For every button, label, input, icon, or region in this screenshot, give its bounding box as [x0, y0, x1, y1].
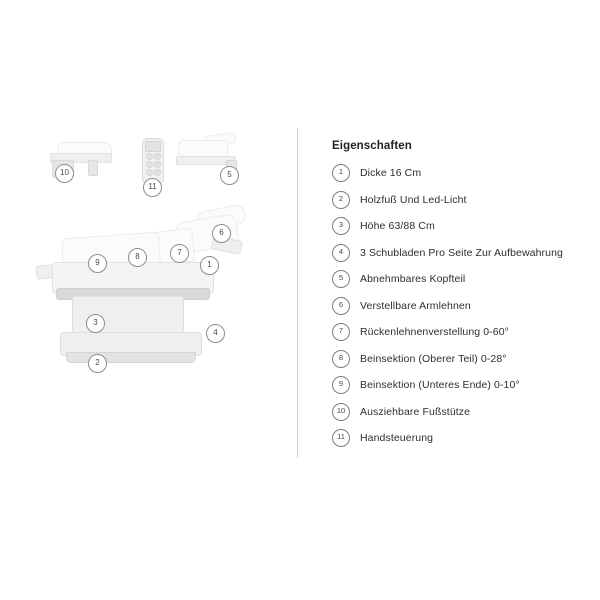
feature-number-badge: 4 — [332, 244, 350, 262]
feature-number-badge: 7 — [332, 323, 350, 341]
feature-number-badge: 11 — [332, 429, 350, 447]
feature-item — [332, 244, 590, 262]
hand-control-button-shape — [146, 153, 153, 160]
feature-label: 3 Schubladen Pro Seite Zur Aufbewahrung — [360, 246, 563, 259]
feature-number-badge: 8 — [332, 350, 350, 368]
feature-item — [332, 191, 590, 209]
callout-marker: 1 — [200, 256, 219, 275]
callout-marker: 7 — [170, 244, 189, 263]
footrest-leg-shape — [88, 160, 98, 176]
callout-marker: 6 — [212, 224, 231, 243]
feature-label: Dicke 16 Cm — [360, 167, 422, 179]
feature-item — [332, 376, 590, 394]
callout-marker: 8 — [128, 248, 147, 267]
feature-number-badge: 10 — [332, 403, 350, 421]
hand-control-screen-shape — [145, 141, 161, 152]
feature-label: Beinsektion (Oberer Teil) 0-28° — [360, 352, 507, 365]
feature-label: Höhe 63/88 Cm — [360, 220, 435, 232]
feature-label: Rückenlehnenverstellung 0-60° — [360, 326, 509, 338]
feature-item — [332, 350, 590, 368]
callout-marker: 4 — [206, 324, 225, 343]
feature-label: Beinsektion (Unteres Ende) 0-10° — [360, 379, 520, 391]
hand-control-button-shape — [154, 169, 161, 176]
callout-marker: 3 — [86, 314, 105, 333]
feature-label: Verstellbare Armlehnen — [360, 299, 471, 312]
feature-label: Ausziehbare Fußstütze — [360, 405, 471, 418]
feature-number-badge: 2 — [332, 191, 350, 209]
callout-marker: 9 — [88, 254, 107, 273]
feature-number-badge: 5 — [332, 270, 350, 288]
feature-label: Holzfuß Und Led-Licht — [360, 193, 467, 206]
hand-control-button-shape — [146, 161, 153, 168]
feature-number-badge: 6 — [332, 297, 350, 315]
hand-control-button-shape — [146, 169, 153, 176]
feature-item — [332, 429, 590, 447]
feature-item — [332, 164, 590, 182]
callout-marker: 11 — [143, 178, 162, 197]
feature-item — [332, 323, 590, 341]
feature-number-badge: 1 — [332, 164, 350, 182]
feature-label: Handsteuerung — [360, 432, 434, 444]
feature-item — [332, 403, 590, 421]
features-panel — [332, 140, 590, 456]
couch-wooden-foot-shape — [66, 352, 196, 363]
hand-control-button-shape — [154, 161, 161, 168]
feature-item — [332, 270, 590, 288]
feature-item — [332, 217, 590, 235]
callout-marker: 5 — [220, 166, 239, 185]
hand-control-button-shape — [154, 153, 161, 160]
callout-marker: 10 — [55, 164, 74, 183]
panel-title: Eigenschaften — [332, 140, 412, 152]
feature-list — [332, 164, 590, 447]
vertical-divider — [297, 128, 298, 458]
callout-marker: 2 — [88, 354, 107, 373]
feature-number-badge: 9 — [332, 376, 350, 394]
feature-number-badge: 3 — [332, 217, 350, 235]
product-illustration — [0, 120, 295, 420]
feature-label: Abnehmbares Kopfteil — [360, 273, 466, 285]
feature-item — [332, 297, 590, 315]
